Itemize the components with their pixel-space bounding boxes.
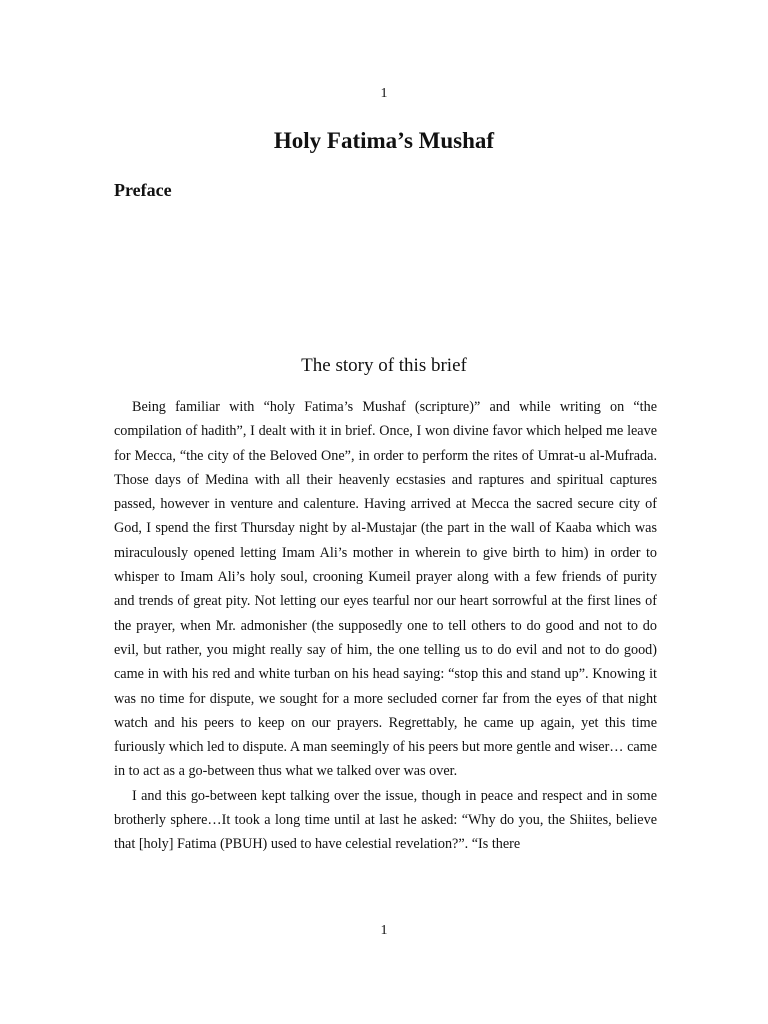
section-heading-preface: Preface bbox=[114, 180, 172, 200]
paragraph-1: Being familiar with “holy Fatima’s Mushaf (scripture)” and while writing on “the compilation of hadith”, I dealt with it in brief. Once, I won divine favor which helped me leave for Mecca, “the city of the Beloved One”, in order to perform the rites of Umrat-u al-Mufrada. Those days of Medina with all their heavenly ecstasies and raptures and spiritual captures passed, however in venture and calenture. Having arrived at Mecca the sacred secure city of God, I spend the first Thursday night by al-Mustajar (the part in the wall of Kaaba which was miraculously opened letting Imam Ali’s mother in wherein to give birth to him) in order to whisper to Imam Ali’s holy soul, crooning Kumeil prayer along with a few friends of purity and trends of great pity. Not letting our eyes tearful nor our heart sorrowful at the first lines of the prayer, when Mr. admonisher (the supposedly one to tell others to do good and not to do evil, but rather, you might really say of him, the one telling us to do evil and not to do good) came in with his red and white turban on his head saying: “stop this and stand up”. Knowing it was no time for dispute, we sought for a more secluded corner far from the eyes of that night watch and his peers to keep on our prayers. Regrettably, he came up again, yet this time furiously which led to dispute. A man seemingly of his peers but more gentle and wiser… came in to act as a go-between thus what we talked over was over. bbox=[114, 399, 657, 780]
page-number-top: 1 bbox=[380, 86, 388, 101]
chapter-subtitle: The story of this brief bbox=[301, 355, 467, 376]
document-title: Holy Fatima’s Mushaf bbox=[273, 128, 495, 153]
body-text bbox=[114, 395, 657, 857]
page-number-bottom: 1 bbox=[380, 923, 388, 938]
paragraph-2: I and this go-between kept talking over the issue, though in peace and respect and in some brotherly sphere…It took a long time until at last he asked: “Why do you, the Shiites, believe that [holy] Fatima (PBUH) used to have celestial revelation?”. “Is there bbox=[114, 787, 657, 853]
